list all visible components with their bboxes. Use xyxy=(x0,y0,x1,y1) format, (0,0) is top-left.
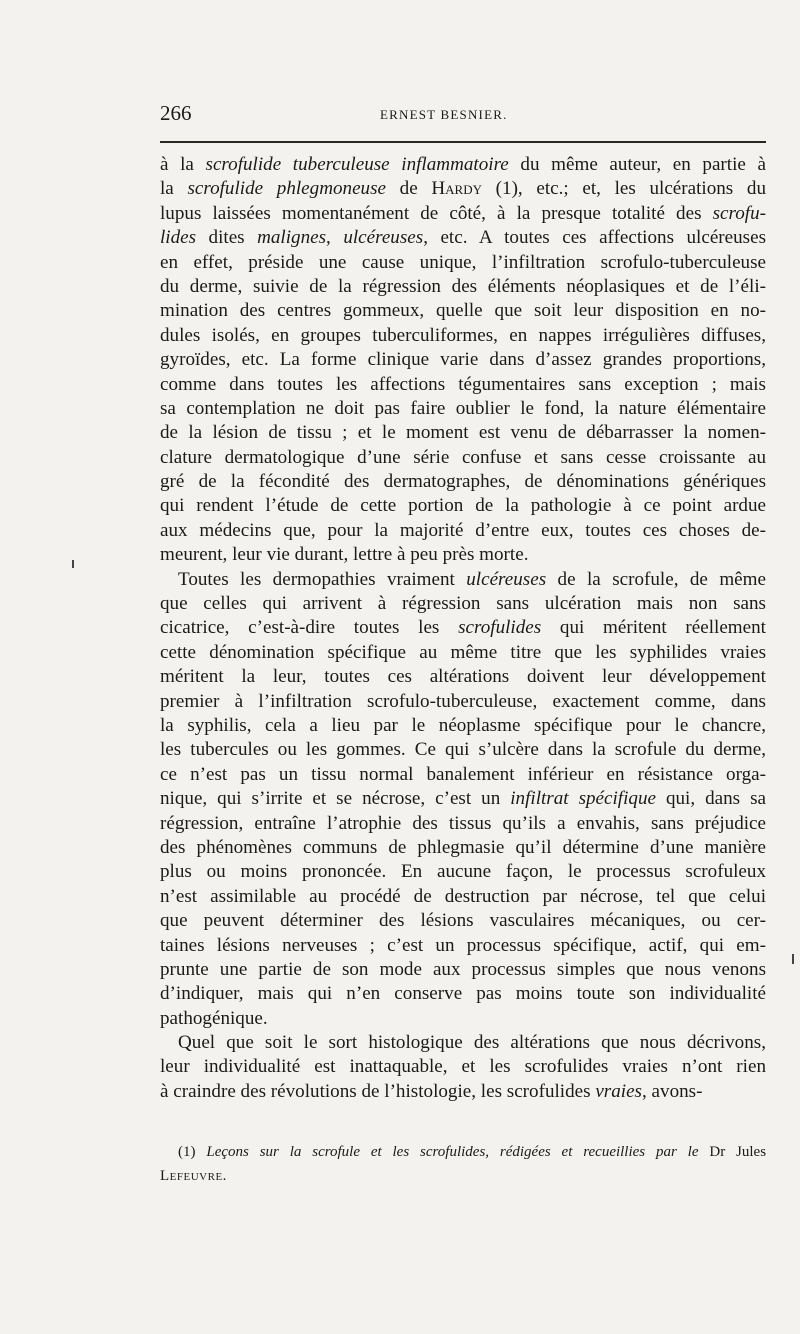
text-run: les tubercules ou les gommes. Ce qui s’ulcère dans la scrofule du derme, xyxy=(160,739,766,761)
text-line xyxy=(160,812,766,836)
text-run: que celles qui arrivent à régression sans ulcération mais non sans xyxy=(160,593,766,615)
text-run: régression, entraîne l’atrophie des tissus qu’ils a envahis, sans préjudice xyxy=(160,812,766,834)
text-run: cicatrice, c’est-à-dire toutes les xyxy=(160,617,459,639)
text-run: de la lésion de tissu ; et le moment est venu de débarrasser la nomen- xyxy=(160,422,766,444)
text-run: gyroïdes, etc. La forme clinique varie dans d’assez grandes proportions, xyxy=(160,349,766,371)
text-line xyxy=(160,1007,766,1031)
text-line xyxy=(160,665,766,689)
text-line xyxy=(160,836,766,860)
text-run: lupus laissées momentanément de côté, à la presque totalité des xyxy=(160,202,713,224)
text-run: mination des centres gommeux, quelle que soit leur disposition en no- xyxy=(160,300,766,322)
text-run: prunte une partie de son mode aux processus simples que nous venons xyxy=(160,958,766,980)
text-line xyxy=(160,934,766,958)
text-run: comme dans toutes les affections tégumentaires sans exception ; mais xyxy=(160,373,766,395)
text-run: la syphilis, cela a lieu par le néoplasme spécifique pour le chancre, xyxy=(160,714,766,736)
text-run: du derme, suivie de la régression des éléments néoplasiques et de l’éli- xyxy=(160,275,766,297)
text-run: sa contemplation ne doit pas faire oublier le fond, la nature élémentaire xyxy=(160,397,766,419)
italic-run: scrofulides xyxy=(458,617,542,639)
text-line xyxy=(160,958,766,982)
text-run: leur individualité est inattaquable, et les scrofulides vraies n’ont rien xyxy=(160,1056,766,1078)
text-run: ce n’est pas un tissu normal banalement inférieur en résistance orga- xyxy=(160,763,766,785)
text-line xyxy=(160,470,766,494)
text-line xyxy=(160,373,766,397)
text-line xyxy=(160,616,766,640)
text-line xyxy=(160,568,766,592)
text-run: , etc. A toutes ces affections ulcéreuses xyxy=(423,227,767,249)
text-line xyxy=(160,397,766,421)
text-run: du même auteur, en partie à xyxy=(508,154,766,175)
text-run: aux médecins que, pour la majorité d’entre eux, toutes ces choses de- xyxy=(160,519,766,541)
italic-run: lides xyxy=(160,227,197,249)
text-run: qui, dans sa xyxy=(655,788,766,810)
text-run: cette dénomination spécifique au même titre que les syphilides vraies xyxy=(160,641,766,663)
italic-run: vraies xyxy=(595,1080,642,1102)
text-line xyxy=(160,494,766,518)
text-line xyxy=(160,714,766,738)
text-line xyxy=(160,860,766,884)
paragraph xyxy=(160,153,766,568)
footnote-last-name: Lefeuvre. xyxy=(160,1168,227,1184)
text-run: dules isolés, en groupes tuberculiformes, en nappes irrégulières diffuses, xyxy=(160,324,766,346)
text-line xyxy=(160,324,766,348)
text-run: gré de la fécondité des dermatographes, de dénominations génériques xyxy=(160,471,766,493)
text-run: dites xyxy=(196,227,258,249)
italic-run: ulcéreuses xyxy=(343,227,424,249)
text-run: que peuvent déterminer des lésions vasculaires mécaniques, ou cer- xyxy=(160,910,766,932)
small-caps-run: Hardy xyxy=(431,178,482,200)
text-line xyxy=(160,226,766,250)
text-line xyxy=(160,421,766,445)
footnote xyxy=(160,1140,766,1188)
text-run: , avons- xyxy=(642,1080,703,1102)
text-run: à craindre des révolutions de l’histologie, les scrofulides xyxy=(160,1080,596,1102)
header-rule xyxy=(160,141,766,143)
italic-run: malignes xyxy=(257,227,327,249)
footnote-text: Leçons sur la scrofule et les scrofulides, rédigées et recueillies par le xyxy=(206,1144,699,1160)
text-run: Quel que soit le sort histologique des altérations que nous décrivons, xyxy=(178,1032,766,1054)
text-line xyxy=(160,1080,766,1104)
text-run: plus ou moins prononcée. En aucune façon, le processus scrofuleux xyxy=(160,861,766,883)
text-run: , xyxy=(326,227,344,249)
text-line xyxy=(160,1055,766,1079)
italic-run: infiltrat spécifique xyxy=(510,788,656,810)
text-line xyxy=(160,519,766,543)
text-run: n’est assimilable au procédé de destruction par nécrose, tel que celui xyxy=(160,885,766,907)
text-line xyxy=(160,909,766,933)
text-line xyxy=(160,299,766,323)
text-line xyxy=(160,787,766,811)
text-run: premier à l’infiltration scrofulo-tuberculeuse, exactement comme, dans xyxy=(160,690,766,712)
text-line xyxy=(160,982,766,1006)
text-line xyxy=(160,543,766,567)
paragraph xyxy=(160,1031,766,1104)
text-run: la xyxy=(160,178,188,200)
text-run: méritent la leur, toutes ces altérations doivent leur développement xyxy=(160,666,766,688)
text-line xyxy=(160,738,766,762)
page-header xyxy=(160,101,766,131)
text-run: en effet, préside une cause unique, l’infiltration scrofulo-tuberculeuse xyxy=(160,251,766,273)
text-run: des phénomènes communs de phlegmasie qu’il détermine d’une manière xyxy=(160,836,766,858)
text-line xyxy=(160,251,766,275)
footnote-title: Dr xyxy=(709,1144,726,1160)
footnote-line xyxy=(160,1164,766,1188)
text-line xyxy=(160,885,766,909)
paragraph xyxy=(160,568,766,1031)
text-run: Toutes les dermopathies vraiment xyxy=(178,568,467,590)
text-run: pathogénique. xyxy=(160,1007,268,1029)
text-line xyxy=(160,763,766,787)
text-line xyxy=(160,641,766,665)
text-run: qui méritent réellement xyxy=(541,617,766,639)
italic-run: scrofulide tuberculeuse inflammatoire xyxy=(205,154,509,175)
text-run: à la xyxy=(160,154,206,175)
text-line xyxy=(160,446,766,470)
running-head: ERNEST BESNIER. xyxy=(380,107,508,122)
text-line xyxy=(160,202,766,226)
italic-run: ulcéreuses xyxy=(466,568,547,590)
footnote-first-name: Jules xyxy=(736,1144,767,1160)
footnote-line xyxy=(160,1140,766,1164)
text-run: de la scrofule, de même xyxy=(546,568,766,590)
body-text xyxy=(160,153,766,1104)
text-line xyxy=(160,275,766,299)
text-line xyxy=(160,153,766,177)
text-line xyxy=(160,690,766,714)
text-run: de xyxy=(386,178,432,200)
text-run: meurent, leur vie durant, lettre à peu près morte. xyxy=(160,544,529,566)
text-run: qui rendent l’étude de cette portion de la pathologie à ce point ardue xyxy=(160,495,766,517)
text-run: clature dermatologique d’une série confuse et sans cesse croissante au xyxy=(160,446,766,468)
italic-run: scrofulide phlegmoneuse xyxy=(187,178,387,200)
italic-run: scrofu- xyxy=(712,202,766,224)
text-line xyxy=(160,592,766,616)
text-run: nique, qui s’irrite et se nécrose, c’est un xyxy=(160,788,511,810)
text-run: taines lésions nerveuses ; c’est un processus spécifique, actif, qui em- xyxy=(160,934,766,956)
text-line xyxy=(160,177,766,201)
margin-mark xyxy=(72,560,74,568)
margin-mark xyxy=(792,954,794,964)
footnote-marker: (1) xyxy=(178,1144,196,1160)
text-line xyxy=(160,348,766,372)
text-run: d’indiquer, mais qui n’en conserve pas moins toute son individualité xyxy=(160,983,766,1005)
page-number: 266 xyxy=(160,101,192,125)
text-line xyxy=(160,1031,766,1055)
text-run: (1), etc.; et, les ulcérations du xyxy=(482,178,766,200)
